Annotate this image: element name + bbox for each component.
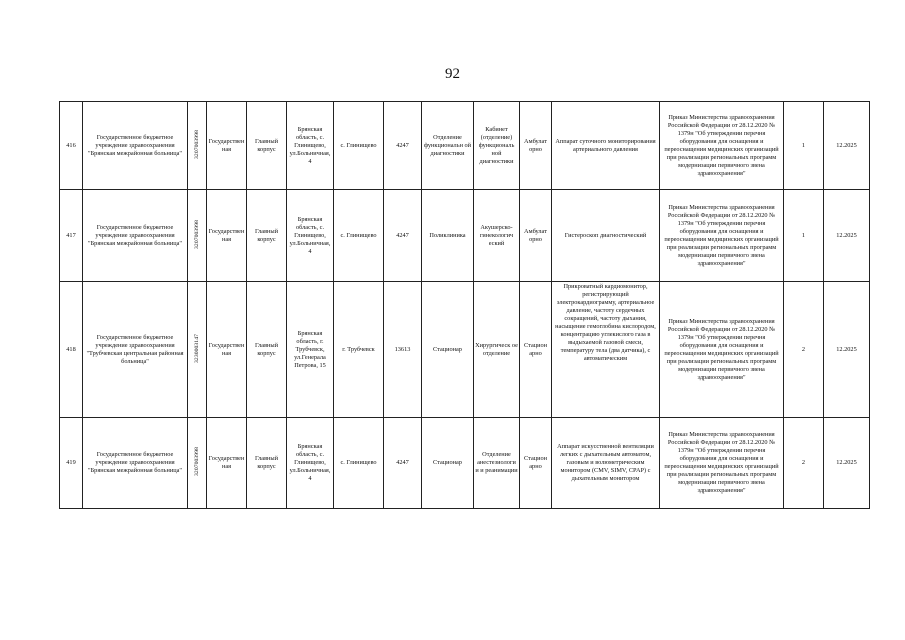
- settlement-code: 4247: [384, 190, 422, 282]
- equipment-table: [59, 101, 870, 509]
- inn-value: 3207003998: [194, 447, 200, 476]
- address: Брянская область, с. Глинищево, ул.Больничная, 4: [287, 418, 334, 509]
- settlement: г. Трубчевск: [334, 282, 384, 418]
- legal-basis: Приказ Министерства здравоохранения Российской Федерации от 28.12.2020 № 1379н "Об утверждении перечня оборудования для оснащения и переоснащения медицинских организаций при реализации региональных программ модернизации первичного звена здравоохранения": [660, 418, 784, 509]
- ownership-form: Государствен ная: [207, 418, 247, 509]
- legal-basis: Приказ Министерства здравоохранения Российской Федерации от 28.12.2020 № 1379н "Об утверждении перечня оборудования для оснащения и переоснащения медицинских организаций при реализации региональных программ модернизации первичного звена здравоохранения": [660, 190, 784, 282]
- equipment-name: Прикроватный кардиомонитор, регистрирующий электрокардиограмму, артериальное давление, частоту сердечных сокращений, частоту дыхания, насыщение гемоглобина кислородом, концентрацию углекислого газа в выдыхаемой газовой смеси, температуру тела (два датчика), с автоматическим: [555, 282, 656, 362]
- table-row: [60, 102, 870, 190]
- settlement-code: 4247: [384, 418, 422, 509]
- equipment-name: Гистероскоп диагностический: [552, 190, 660, 282]
- deadline: 12.2025: [824, 190, 870, 282]
- building-name: Главный корпус: [247, 190, 287, 282]
- table-row: [60, 282, 870, 418]
- equipment-name-cell: [552, 282, 660, 418]
- quantity: 1: [784, 190, 824, 282]
- building-name: Главный корпус: [247, 418, 287, 509]
- division: Стационар: [422, 282, 474, 418]
- division: Отделение функциональн ой диагностики: [422, 102, 474, 190]
- care-conditions: Амбулат орно: [520, 190, 552, 282]
- address: Брянская область, г. Трубчевск, ул.Генерала Петрова, 15: [287, 282, 334, 418]
- care-conditions: Стацион арно: [520, 282, 552, 418]
- legal-basis: Приказ Министерства здравоохранения Российской Федерации от 28.12.2020 № 1379н "Об утверждении перечня оборудования для оснащения и переоснащения медицинских организаций при реализации региональных программ модернизации первичного звена здравоохранения": [660, 282, 784, 418]
- legal-basis: Приказ Министерства здравоохранения Российской Федерации от 28.12.2020 № 1379н "Об утверждении перечня оборудования для оснащения и переоснащения медицинских организаций при реализации региональных программ модернизации первичного звена здравоохранения": [660, 102, 784, 190]
- inn-cell: [188, 418, 207, 509]
- equipment-name: Аппарат суточного мониторирования артериального давления: [552, 102, 660, 190]
- organization-name: Государственное бюджетное учреждение здравоохранения "Брянская межрайонная больница": [83, 190, 188, 282]
- settlement: с. Глинищево: [334, 102, 384, 190]
- building-name: Главный корпус: [247, 282, 287, 418]
- quantity: 1: [784, 102, 824, 190]
- quantity: 2: [784, 418, 824, 509]
- row-number: 418: [60, 282, 83, 418]
- ownership-form: Государствен ная: [207, 102, 247, 190]
- deadline: 12.2025: [824, 102, 870, 190]
- address: Брянская область, с. Глинищево, ул.Больничная, 4: [287, 102, 334, 190]
- table-row: [60, 418, 870, 509]
- division: Поликлиника: [422, 190, 474, 282]
- cabinet: Хирургическ ое отделение: [474, 282, 520, 418]
- division: Стационар: [422, 418, 474, 509]
- inn-cell: [188, 282, 207, 418]
- row-number: 417: [60, 190, 83, 282]
- quantity: 2: [784, 282, 824, 418]
- inn-value: 3207003998: [194, 219, 200, 249]
- row-number: 419: [60, 418, 83, 509]
- page-number: 92: [445, 66, 460, 82]
- organization-name: Государственное бюджетное учреждение здравоохранения "Брянская межрайонная больница": [83, 418, 188, 509]
- ownership-form: Государствен ная: [207, 282, 247, 418]
- row-number: 416: [60, 102, 83, 190]
- settlement: с. Глинищево: [334, 190, 384, 282]
- inn-cell: [188, 102, 207, 190]
- equipment-name: Аппарат искусственной вентиляции легких с дыхательным автоматом, газовым и волюметрическим монитором (CMV, SIMV, CPAP) с дыхательным монитором: [552, 418, 660, 509]
- settlement: с. Глинищево: [334, 418, 384, 509]
- care-conditions: Стацион арно: [520, 418, 552, 509]
- inn-value: 3207003998: [194, 129, 200, 159]
- organization-name: Государственное бюджетное учреждение здравоохранения "Брянская межрайонная больница": [83, 102, 188, 190]
- cabinet: Кабинет (отделение) функциональ ной диагностики: [474, 102, 520, 190]
- address: Брянская область, с. Глинищево, ул.Больничная, 4: [287, 190, 334, 282]
- deadline: 12.2025: [824, 282, 870, 418]
- table-row: [60, 190, 870, 282]
- deadline: 12.2025: [824, 418, 870, 509]
- organization-name: Государственное бюджетное учреждение здравоохранения "Трубчевская центральная районная больница": [83, 282, 188, 418]
- settlement-code: 13613: [384, 282, 422, 418]
- cabinet: Акушерско-гинекологич еский: [474, 190, 520, 282]
- inn-value: 3230003147: [194, 333, 200, 363]
- cabinet: Отделение анестезиологи и и реанимации: [474, 418, 520, 509]
- care-conditions: Амбулат орно: [520, 102, 552, 190]
- building-name: Главный корпус: [247, 102, 287, 190]
- ownership-form: Государствен ная: [207, 190, 247, 282]
- inn-cell: [188, 190, 207, 282]
- settlement-code: 4247: [384, 102, 422, 190]
